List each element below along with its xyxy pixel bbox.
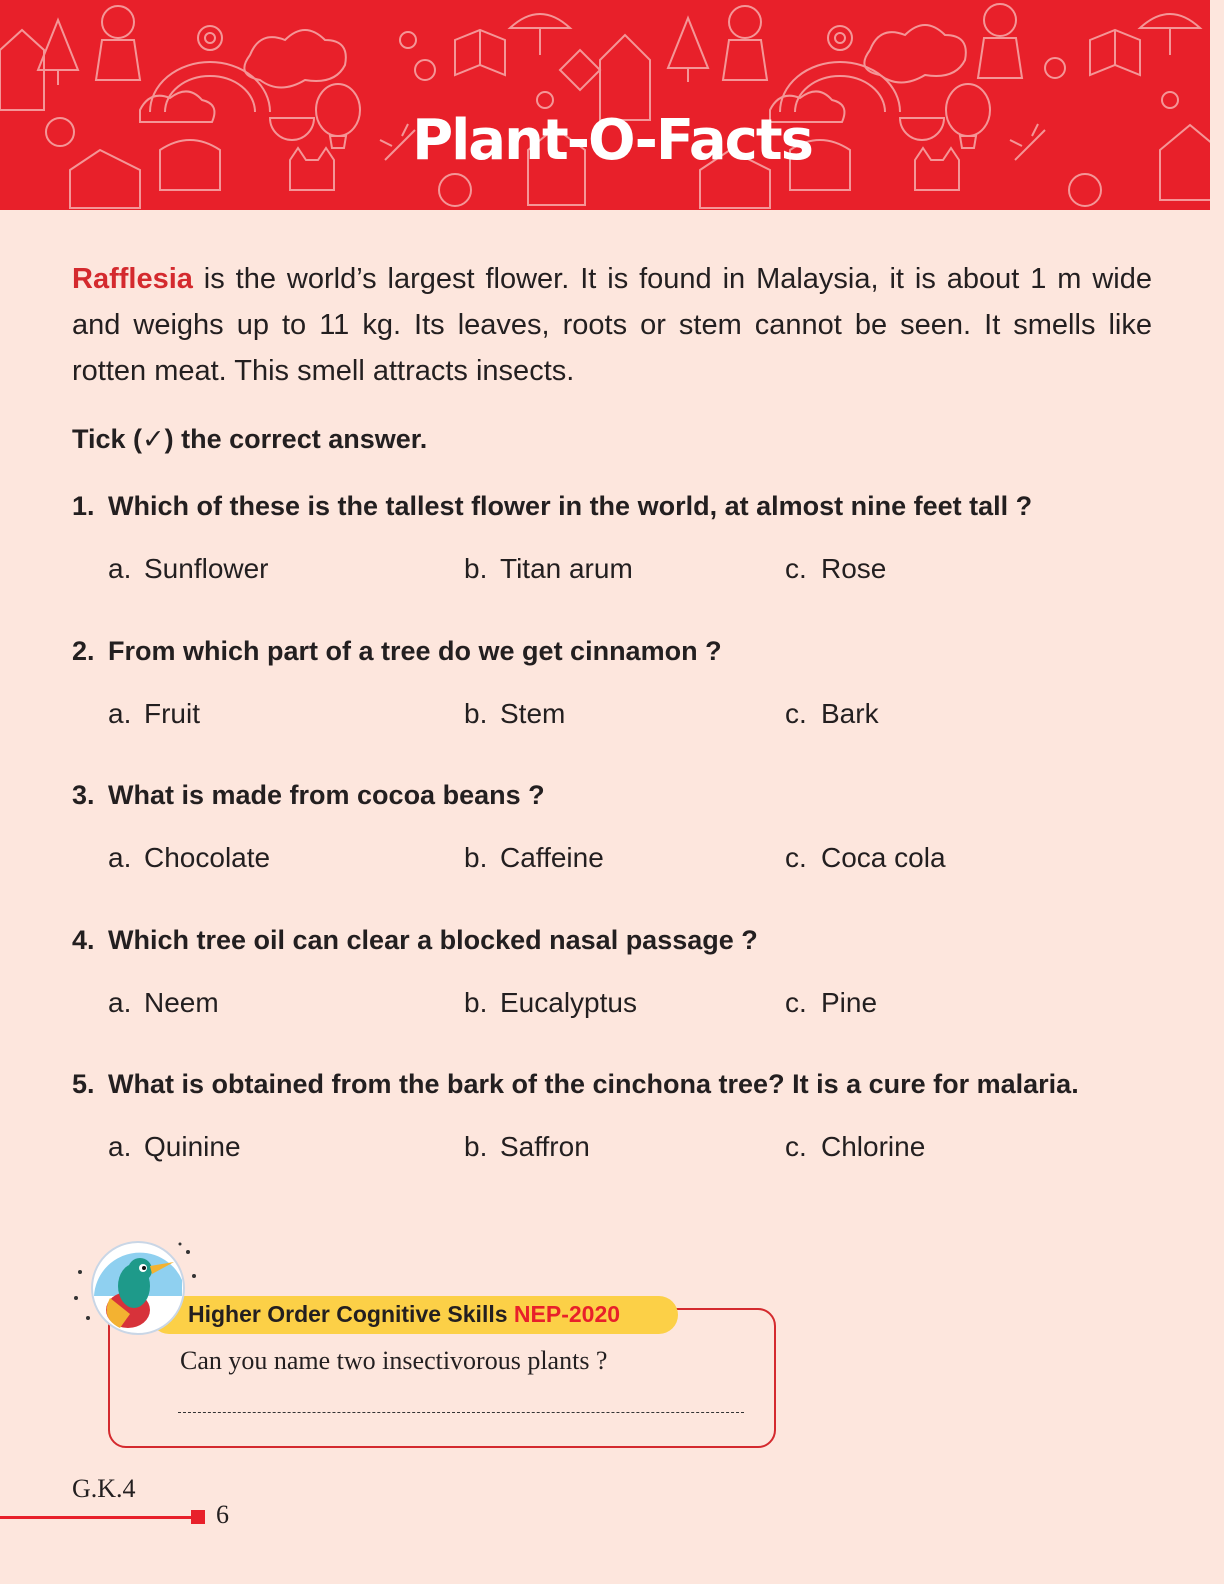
- option-b[interactable]: [464, 696, 565, 732]
- option-letter: b.: [464, 987, 488, 1018]
- question-number: 4.: [72, 925, 95, 955]
- question-text: From which part of a tree do we get cinnamon ?: [108, 636, 722, 666]
- option-a[interactable]: [108, 840, 270, 876]
- question-number: 2.: [72, 636, 95, 666]
- option-b[interactable]: [464, 985, 637, 1021]
- option-b[interactable]: [464, 840, 604, 876]
- option-letter: a.: [108, 842, 132, 873]
- hots-title: [188, 1300, 620, 1328]
- intro-text: is the world’s largest flower. It is found in Malaysia, it is about 1 m wide and weighs up to 11 kg. Its leaves, roots or stem cannot be seen. It smells like rotten meat. This smell attracts insects.: [72, 263, 1152, 387]
- question-1: [72, 488, 1172, 587]
- hots-title-text: Higher Order Cognitive Skills: [188, 1301, 508, 1327]
- option-text: Neem: [144, 987, 219, 1018]
- option-text: Coca cola: [821, 842, 946, 873]
- doodle-pattern: [0, 0, 1224, 210]
- option-text: Caffeine: [500, 842, 604, 873]
- header-banner: [0, 0, 1224, 210]
- question-number: 5.: [72, 1069, 95, 1099]
- banner-edge: [1210, 0, 1224, 210]
- intro-paragraph: [72, 256, 1152, 394]
- option-text: Saffron: [500, 1131, 590, 1162]
- page-title: Plant-O-Facts: [412, 108, 812, 173]
- option-a[interactable]: [108, 1129, 241, 1165]
- question-number: 1.: [72, 491, 95, 521]
- question-3: [72, 777, 1172, 876]
- option-letter: c.: [785, 987, 807, 1018]
- option-text: Titan arum: [500, 553, 633, 584]
- option-text: Quinine: [144, 1131, 241, 1162]
- question-text: Which tree oil can clear a blocked nasal passage ?: [108, 925, 758, 955]
- option-text: Stem: [500, 698, 566, 729]
- question-text: Which of these is the tallest flower in the world, at almost nine feet tall ?: [108, 491, 1033, 521]
- question-2: [72, 633, 1172, 732]
- instruction: Tick (✓) the correct answer.: [72, 424, 428, 454]
- question-4: [72, 922, 1172, 1021]
- option-text: Chlorine: [821, 1131, 926, 1162]
- option-letter: c.: [785, 698, 807, 729]
- option-c[interactable]: [785, 551, 886, 587]
- option-c[interactable]: [785, 985, 877, 1021]
- book-code: G.K.4: [72, 1474, 136, 1503]
- option-text: Bark: [821, 698, 879, 729]
- option-text: Chocolate: [144, 842, 271, 873]
- option-a[interactable]: [108, 985, 219, 1021]
- option-text: Pine: [821, 987, 878, 1018]
- answer-line[interactable]: [178, 1412, 744, 1413]
- option-letter: b.: [464, 842, 488, 873]
- option-c[interactable]: [785, 840, 946, 876]
- option-c[interactable]: [785, 696, 879, 732]
- question-number: 3.: [72, 780, 95, 810]
- option-letter: a.: [108, 1131, 132, 1162]
- option-letter: b.: [464, 553, 488, 584]
- hots-question: Can you name two insectivorous plants ?: [180, 1346, 608, 1375]
- option-letter: a.: [108, 987, 132, 1018]
- question-5: [72, 1066, 1172, 1165]
- option-c[interactable]: [785, 1129, 925, 1165]
- option-letter: a.: [108, 553, 132, 584]
- nep-tag: NEP-2020: [513, 1301, 621, 1327]
- page-number: 6: [216, 1500, 229, 1529]
- question-text: What is made from cocoa beans ?: [108, 780, 545, 810]
- option-letter: c.: [785, 842, 807, 873]
- bird-mascot-icon: [70, 1238, 200, 1343]
- option-a[interactable]: [108, 551, 269, 587]
- highlight-term: Rafflesia: [72, 263, 193, 295]
- option-letter: a.: [108, 698, 132, 729]
- option-text: Rose: [821, 553, 887, 584]
- option-text: Fruit: [144, 698, 200, 729]
- question-text: What is obtained from the bark of the cinchona tree? It is a cure for malaria.: [108, 1069, 1079, 1099]
- option-b[interactable]: [464, 1129, 590, 1165]
- option-letter: c.: [785, 1131, 807, 1162]
- option-a[interactable]: [108, 696, 200, 732]
- option-letter: b.: [464, 698, 488, 729]
- option-text: Eucalyptus: [500, 987, 637, 1018]
- option-letter: b.: [464, 1131, 488, 1162]
- option-b[interactable]: [464, 551, 633, 587]
- footer-square-icon: [191, 1510, 205, 1524]
- footer-rule: [0, 1516, 192, 1519]
- option-text: Sunflower: [144, 553, 269, 584]
- option-letter: c.: [785, 553, 807, 584]
